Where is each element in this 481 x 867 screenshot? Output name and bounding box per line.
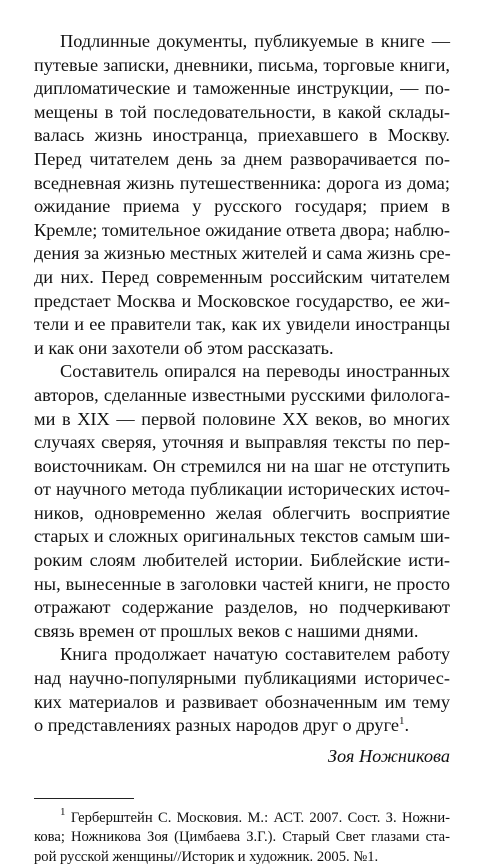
paragraph-3 bbox=[34, 643, 450, 737]
footnote-reference: 1 bbox=[398, 715, 405, 728]
text-line: тели и ее правители так, как их увидели иностранцы bbox=[34, 314, 450, 335]
text-line: о представлениях разных народов друг о друге$^1$. bbox=[34, 715, 410, 736]
text-line: Составитель опирался на переводы иностранных bbox=[60, 361, 450, 382]
text-line: Перед читателем день за днем разворачивается по- bbox=[34, 148, 450, 169]
text-line: роким слоям любителей истории. Библейские исти- bbox=[34, 550, 450, 571]
footnote-line bbox=[34, 805, 450, 829]
footnote bbox=[34, 805, 450, 867]
text-line: воисточникам. Он стремился ни на шаг не отступить bbox=[34, 455, 450, 476]
text-line: предстает Москва и Московское государство, ее жи- bbox=[34, 290, 450, 311]
text-line: ми в XIX — первой половине XX веков, во многих bbox=[34, 408, 450, 429]
text-line: отражают содержание разделов, но подчеркивают bbox=[34, 597, 450, 618]
text-line: вседневная жизнь путешественника: дорога из дома; bbox=[34, 172, 450, 193]
text-line: авторов, сделанные известными русскими филолога- bbox=[34, 384, 450, 405]
text-line: путевые записки, дневники, письма, торговые книги, bbox=[34, 54, 450, 75]
text-line: Подлинные документы, публикуемые в книге — bbox=[60, 31, 450, 51]
text-line: случаях сверяя, уточняя и выправляя тексты по пер- bbox=[34, 432, 450, 453]
footnote-line: рой русской женщины//Историк и художник. 2005. №1. bbox=[34, 848, 379, 865]
paragraph-2 bbox=[34, 360, 450, 643]
line-text: о представлениях разных народов друг о друге bbox=[34, 715, 399, 736]
text-line: ны, вынесенные в заголовки частей книги, не просто bbox=[34, 573, 450, 594]
text-line: ожидание приема у русского государя; прием в bbox=[34, 196, 450, 217]
text-line: Книга продолжает начатую составителем работу bbox=[60, 644, 450, 665]
footnote-mark: 1 bbox=[60, 805, 66, 818]
text-line: Кремле; томительное ожидание ответа двора; наблю- bbox=[34, 219, 450, 240]
text-line: старых и сложных оригинальных текстов самым ши- bbox=[34, 526, 450, 547]
text-line: валась жизнь иностранца, приехавшего в Москву. bbox=[34, 125, 450, 146]
text-line: дения за жизнью местных жителей и сама жизнь сре- bbox=[34, 243, 451, 264]
text-line: ких материалов и развивает обозначенным им тему bbox=[34, 691, 450, 712]
footnote-text: Герберштейн С. Московия. М.: АСТ. 2007. Сост. З. Ножни- bbox=[65, 809, 450, 826]
text-line: ди них. Перед современным российским читателем bbox=[34, 266, 450, 287]
footnote-divider bbox=[34, 798, 134, 799]
page-body bbox=[34, 30, 450, 867]
text-line: ников, одновременно желая облегчить восприятие bbox=[34, 502, 450, 523]
footnote-line: кова; Ножникова Зоя (Цимбаева З.Г.). Старый Свет глазами ста- bbox=[34, 829, 450, 846]
text-line: и как они захотели об этом рассказать. bbox=[34, 337, 334, 358]
text-line: мещены в той последовательности, в какой склады- bbox=[34, 101, 450, 122]
text-line: над научно-популярными публикациями историчес- bbox=[34, 668, 450, 689]
paragraph-1 bbox=[34, 30, 450, 360]
author-signature: Зоя Ножникова bbox=[327, 745, 450, 766]
text-line: от научного метода публикации исторических источ- bbox=[34, 479, 450, 500]
text-line: связь времен от прошлых веков с нашими днями. bbox=[34, 620, 419, 641]
text-line: дипломатические и таможенные инструкции, — по- bbox=[34, 78, 450, 99]
